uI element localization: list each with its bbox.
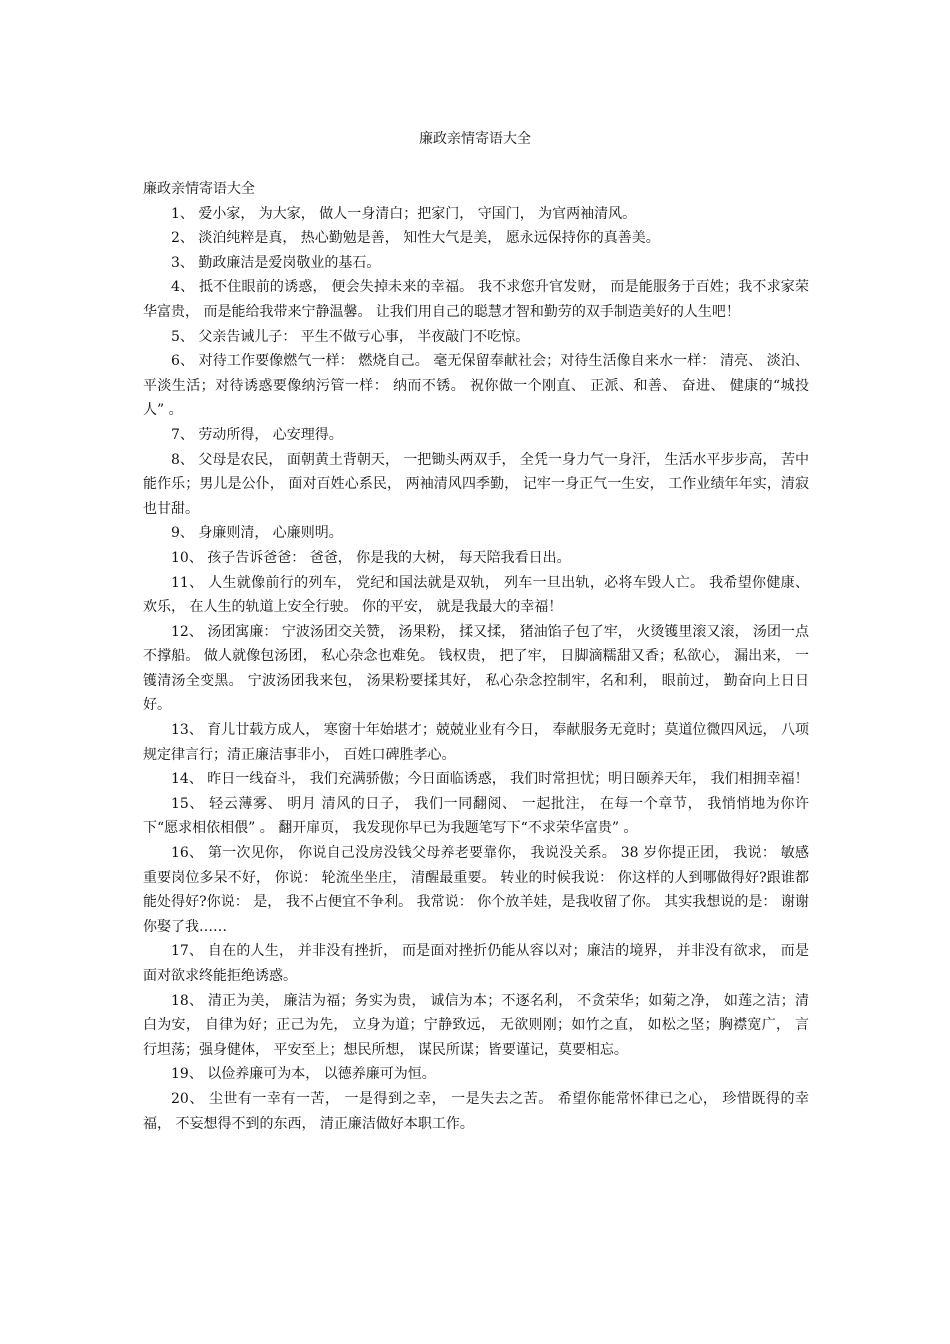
list-item: 4、 抵不住眼前的诱惑， 便会失掉未来的幸福。 我不求您升官发财， 而是能服务于百姓；我不求家荣华富贵， 而是能给我带来宁静温馨。 让我们用自己的聪慧才智和勤劳的双手制造美好的人生吧！ — [143, 279, 809, 320]
list-item: 2、 淡泊纯粹是真， 热心勤勉是善， 知性大气是美， 愿永远保持你的真善美。 — [171, 230, 660, 247]
list-item: 9、 身廉则清， 心廉则明。 — [171, 525, 343, 542]
list-item: 16、 第一次见你， 你说自己没房没钱父母养老要靠你， 我说没关系。 38 岁你提正团， 我说： 敏感重要岗位多呆不好， 你说： 轮流坐坐庄， 清醒最重要。 转业的时候我说： 你这样的人到哪做得好?跟谁都能处得好?你说： 是， 我不占便宜不争利。 我常说： 你个放羊娃，是我收留了你。 其实我想说的是： 谢谢你娶了我…… — [143, 845, 809, 935]
list-item: 10、 孩子告诉爸爸： 爸爸， 你是我的大树， 每天陪我看日出。 — [171, 549, 571, 566]
list-item: 6、 对待工作要像燃气一样： 燃烧自己。 毫无保留奉献社会；对待生活像自来水一样： 清亮、 淡泊、 平淡生活；对待诱惑要像纳污管一样： 纳而不锈。 祝你做一个刚直、 正派、和善、 奋进、 健康的“城投人” 。 — [143, 353, 809, 419]
list-item: 17、 自在的人生， 并非没有挫折， 而是面对挫折仍能从容以对；廉洁的境界， 并非没有欲求， 而是面对欲求终能拒绝诱惑。 — [143, 943, 809, 984]
list-item: 1、 爱小家， 为大家， 做人一身清白；把家门， 守国门， 为官两袖清风。 — [171, 205, 637, 222]
list-item: 5、 父亲告诫儿子： 平生不做亏心事， 半夜敲门不吃惊。 — [171, 328, 530, 345]
list-item: 14、 昨日一线奋斗， 我们充满骄傲；今日面临诱惑， 我们时常担忧；明日颐养天年， 我们相拥幸福！ — [171, 771, 809, 788]
list-item: 19、 以俭养廉可为本， 以德养廉可为恒。 — [171, 1066, 436, 1083]
document-title: 廉政亲情寄语大全 — [419, 131, 531, 147]
list-item: 18、 清正为美， 廉洁为福；务实为贵， 诚信为本；不逐名利， 不贪荣华；如菊之净， 如莲之洁；清白为安， 自律为好；正己为先， 立身为道；宁静致远， 无欲则刚；如竹之直， 如松之坚；胸襟宽广， 言行坦荡；强身健体， 平安至上；想民所想， 谋民所谋；皆要谨记，莫要相忘。 — [143, 992, 809, 1058]
list-item: 20、 尘世有一幸有一苦， 一是得到之幸， 一是失去之苦。 希望你能常怀律已之心， 珍惜既得的幸福， 不妄想得不到的东西， 清正廉洁做好本职工作。 — [143, 1090, 809, 1132]
list-item: 11、 人生就像前行的列车， 党纪和国法就是双轨， 列车一旦出轨，必将车毁人亡。 我希望你健康、 欢乐， 在人生的轨道上安全行驶。 你的平安， 就是我最大的幸福！ — [143, 574, 809, 616]
list-item: 12、 汤团寓廉： 宁波汤团交关赞， 汤果粉， 揉又揉， 猪油馅子包了牢， 火烫镬里滚又滚， 汤团一点不撑船。 做人就像包汤团， 私心杂念也难免。 钱权贵， 把了牢， 日脚滴糯甜又香；私欲心， 漏出来， 一镬清汤全变黑。 宁波汤团我来包， 汤果粉要揉其好， 私心杂念控制牢，名和利， 眼前过， 勤奋向上日日好。 — [143, 623, 809, 714]
list-item: 3、 勤政廉洁是爱岗敬业的基石。 — [171, 254, 381, 271]
list-item: 7、 劳动所得， 心安理得。 — [171, 426, 343, 443]
list-item: 8、 父母是农民， 面朝黄土背朝天， 一把锄头两双手， 全凭一身力气一身汗， 生活水平步步高， 苦中能作乐；男儿是公仆， 面对百姓心系民， 两袖清风四季勤， 记牢一身正气一生安， 工作业绩年年实，清寂也甘甜。 — [143, 451, 809, 517]
list-item: 15、 轻云薄雾、 明月 清风的日子， 我们一同翻阅、 一起批注， 在每一个章节， 我悄悄地为你许下“愿求相依相偎” 。 翻开扉页， 我发现你早已为我题笔写下“不求荣华富贵” 。 — [143, 795, 809, 837]
document-body — [143, 177, 809, 1136]
list-item: 13、 育儿廿载方成人， 寒窗十年始堪才；兢兢业业有今日， 奉献服务无竟时；莫道位微四风远， 八项规定律言行；清正廉洁事非小， 百姓口碑胜孝心。 — [143, 722, 809, 763]
document-subtitle: 廉政亲情寄语大全 — [143, 181, 255, 197]
